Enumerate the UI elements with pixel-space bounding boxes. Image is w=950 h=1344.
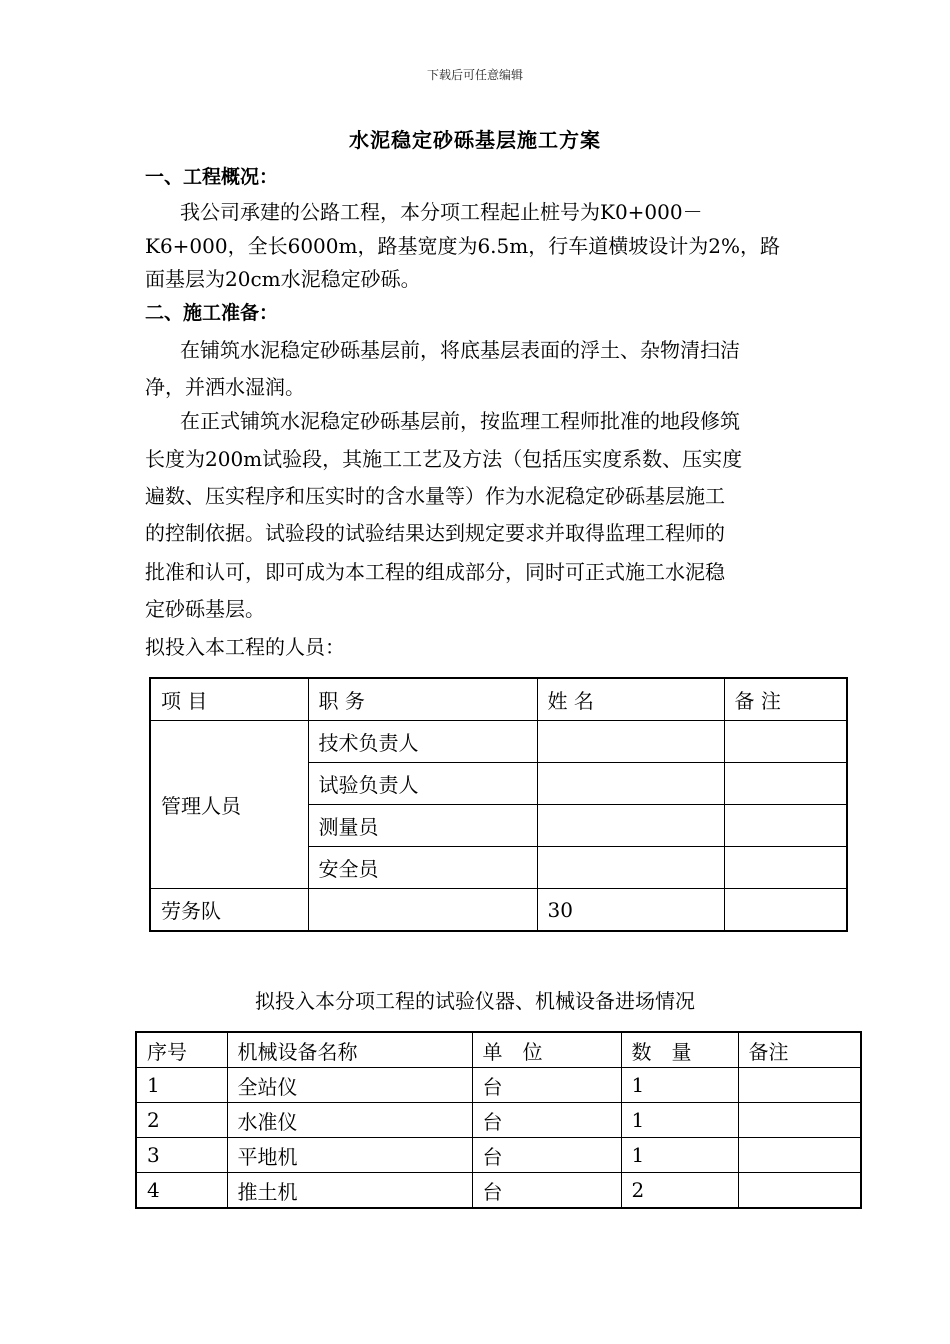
section2-para2-line-1: 在正式铺筑水泥稳定砂砾基层前，按监理工程师批准的地段修筑	[180, 409, 740, 433]
note-cell	[738, 1173, 861, 1209]
equipment-name-cell: 全站仪	[227, 1068, 472, 1103]
item-cell: 劳务队	[150, 889, 308, 932]
section2-para2-line-3: 遍数、压实程序和压实时的含水量等）作为水泥稳定砂砾基层施工	[145, 484, 725, 508]
header-cell: 姓 名	[537, 678, 724, 721]
table-row	[136, 1032, 861, 1068]
role-cell: 安全员	[308, 847, 537, 889]
section2-para2-line-5: 批准和认可，即可成为本工程的组成部分，同时可正式施工水泥稳	[145, 560, 725, 584]
section2-heading: 二、施工准备：	[145, 302, 279, 324]
personnel-intro: 拟投入本工程的人员：	[145, 635, 345, 659]
count-cell: 30	[537, 889, 724, 932]
name-cell	[537, 847, 724, 889]
unit-cell: 台	[472, 1103, 621, 1138]
index-cell: 1	[136, 1068, 227, 1103]
header-cell: 机械设备名称	[227, 1032, 472, 1068]
header-cell: 备注	[738, 1032, 861, 1068]
note-cell	[724, 805, 847, 847]
table-row	[150, 678, 847, 721]
role-cell: 技术负责人	[308, 721, 537, 763]
table-row	[136, 1068, 861, 1103]
note-cell	[738, 1138, 861, 1173]
note-cell	[738, 1103, 861, 1138]
table-row	[136, 1138, 861, 1173]
name-cell	[537, 805, 724, 847]
table-row	[136, 1103, 861, 1138]
note-cell	[738, 1068, 861, 1103]
equipment-name-cell: 平地机	[227, 1138, 472, 1173]
header-cell: 序号	[136, 1032, 227, 1068]
index-cell: 2	[136, 1103, 227, 1138]
equipment-table	[135, 1031, 862, 1209]
equipment-caption: 拟投入本分项工程的试验仪器、机械设备进场情况	[255, 989, 695, 1013]
header-cell: 备 注	[724, 678, 847, 721]
role-cell	[308, 889, 537, 932]
unit-cell: 台	[472, 1173, 621, 1209]
personnel-table	[149, 677, 848, 932]
table-row	[150, 889, 847, 932]
document-title: 水泥稳定砂砾基层施工方案	[349, 128, 601, 152]
quantity-cell: 1	[621, 1068, 738, 1103]
unit-cell: 台	[472, 1138, 621, 1173]
section1-heading: 一、工程概况：	[145, 166, 279, 188]
quantity-cell: 1	[621, 1138, 738, 1173]
role-cell: 试验负责人	[308, 763, 537, 805]
name-cell	[537, 763, 724, 805]
name-cell	[537, 721, 724, 763]
section2-para2-line-4: 的控制依据。试验段的试验结果达到规定要求并取得监理工程师的	[145, 521, 725, 545]
section2-para1-line-2: 净，并洒水湿润。	[145, 375, 305, 399]
section2-para2-line-2: 长度为200m试验段，其施工工艺及方法（包括压实度系数、压实度	[145, 447, 743, 471]
note-cell	[724, 763, 847, 805]
note-cell	[724, 847, 847, 889]
section1-line-1: 我公司承建的公路工程，本分项工程起止桩号为K0+000－	[180, 200, 703, 224]
note-cell	[724, 889, 847, 932]
quantity-cell: 1	[621, 1103, 738, 1138]
note-cell	[724, 721, 847, 763]
index-cell: 4	[136, 1173, 227, 1209]
equipment-name-cell: 水准仪	[227, 1103, 472, 1138]
table-row	[150, 721, 847, 763]
table-row	[136, 1173, 861, 1209]
section2-para1-line-1: 在铺筑水泥稳定砂砾基层前，将底基层表面的浮土、杂物清扫洁	[180, 338, 740, 362]
section1-line-3: 面基层为20cm水泥稳定砂砾。	[145, 267, 421, 291]
equipment-name-cell: 推土机	[227, 1173, 472, 1209]
index-cell: 3	[136, 1138, 227, 1173]
section2-para2-line-6: 定砂砾基层。	[145, 597, 265, 621]
section1-line-2: K6+000，全长6000m，路基宽度为6.5m，行车道横坡设计为2%，路	[145, 234, 780, 258]
header-cell: 数 量	[621, 1032, 738, 1068]
quantity-cell: 2	[621, 1173, 738, 1209]
header-cell: 单 位	[472, 1032, 621, 1068]
unit-cell: 台	[472, 1068, 621, 1103]
header-cell: 项 目	[150, 678, 308, 721]
header-note: 下载后可任意编辑	[426, 68, 523, 82]
role-cell: 测量员	[308, 805, 537, 847]
header-cell: 职 务	[308, 678, 537, 721]
group-label-cell: 管理人员	[150, 721, 308, 889]
